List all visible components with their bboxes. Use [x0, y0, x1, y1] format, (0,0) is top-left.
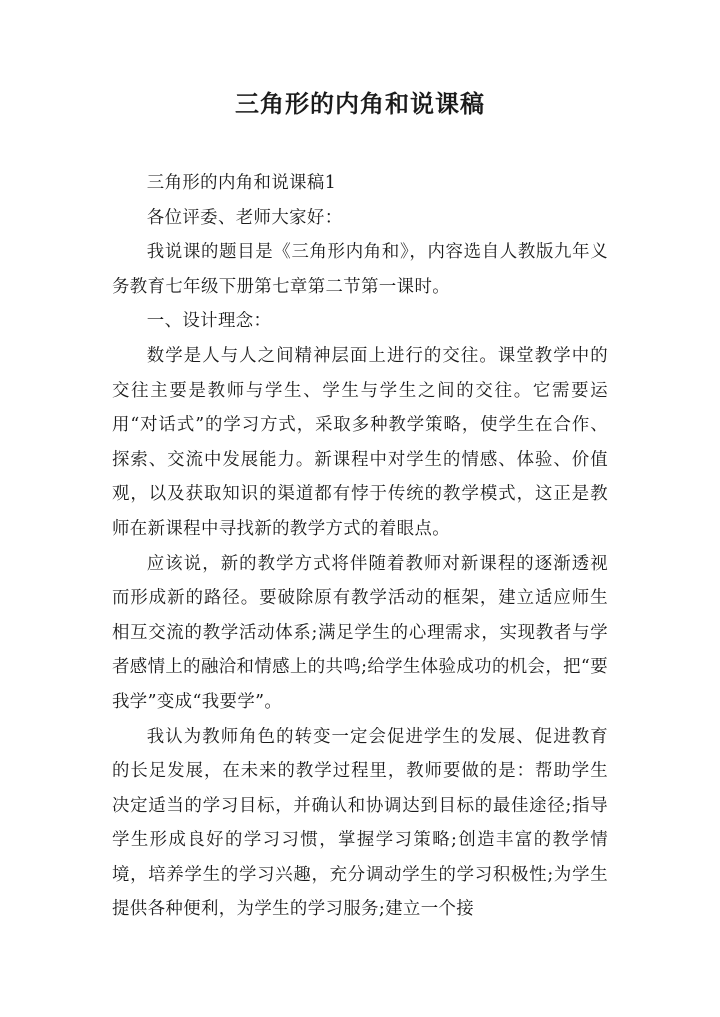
paragraph-topic: 我说课的题目是《三角形内角和》，内容选自人教版九年义务教育七年级下册第七章第二节第一课时。 [112, 242, 608, 297]
document-title: 三角形的内角和说课稿 [235, 90, 485, 118]
paragraph-greeting: 各位评委、老师大家好： [146, 207, 343, 228]
paragraph-body: 应该说，新的教学方式将伴随着教师对新课程的逐渐透视而形成新的路径。要破除原有教学活动的框架，建立适应师生相互交流的教学活动体系;满足学生的心理需求，实现教者与学者感情上的融洽和情感上的共鸣;给学生体验成功的机会，把“要我学”变成“我要学”。 [112, 553, 608, 712]
paragraph-subtitle: 三角形的内角和说课稿1 [146, 173, 337, 193]
paragraph-body: 数学是人与人之间精神层面上进行的交往。课堂教学中的交往主要是教师与学生、学生与学生之间的交往。它需要运用“对话式”的学习方式，采取多种教学策略，使学生在合作、探索、交流中发展能力。新课程中对学生的情感、体验、价值观，以及获取知识的渠道都有悖于传统的教学模式，这正是教师在新课程中寻找新的教学方式的着眼点。 [112, 345, 608, 539]
document-body [112, 166, 608, 927]
section-heading-design-concept: 一、设计理念： [146, 311, 272, 332]
paragraph-body: 我认为教师角色的转变一定会促进学生的发展、促进教育的长足发展，在未来的教学过程里，教师要做的是：帮助学生决定适当的学习目标，并确认和协调达到目标的最佳途径;指导学生形成良好的学习习惯，掌握学习策略;创造丰富的教学情境，培养学生的学习兴趣，充分调动学生的学习积极性;为学生提供各种便利，为学生的学习服务;建立一个接 [112, 726, 608, 920]
